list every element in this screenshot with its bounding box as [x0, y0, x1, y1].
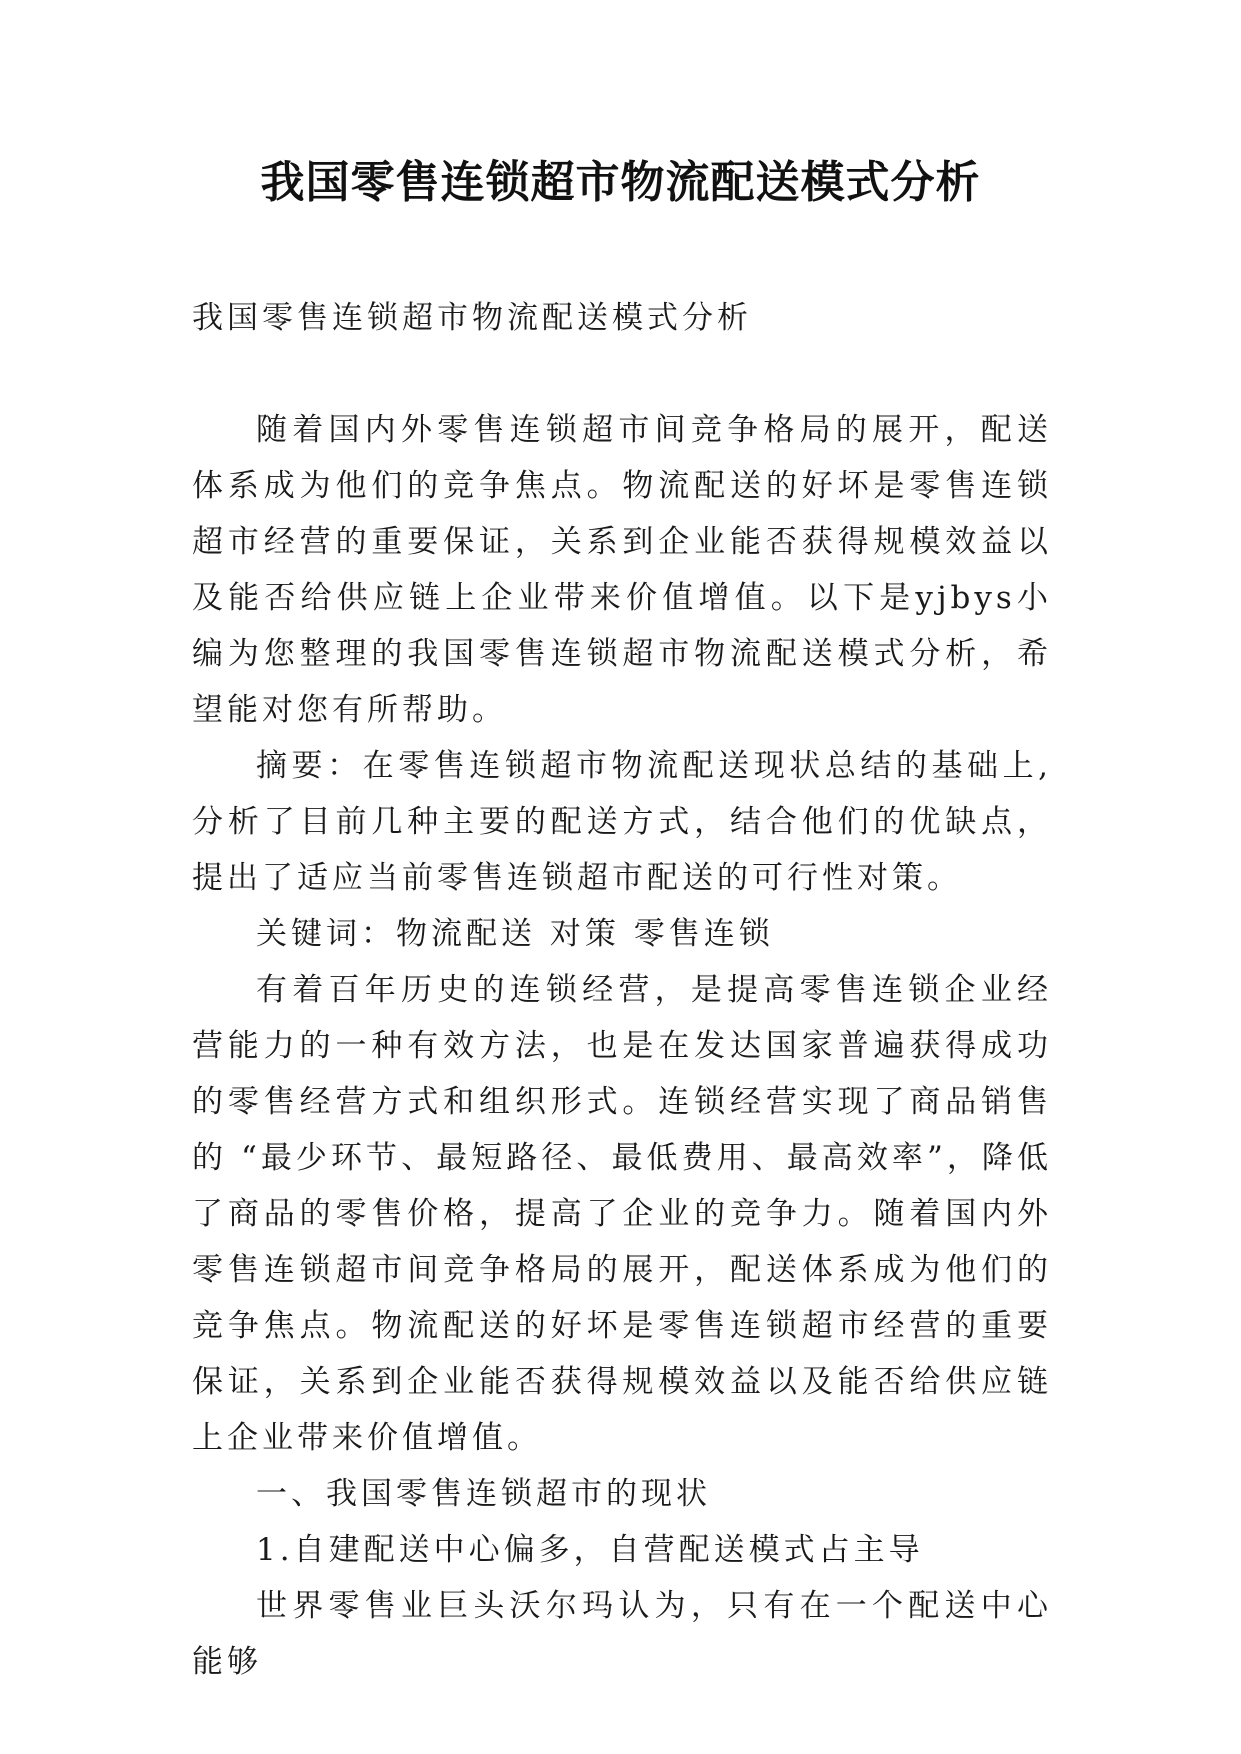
paragraph-keywords: 关键词：物流配送 对策 零售连锁 — [256, 916, 774, 952]
document-subtitle: 我国零售连锁超市物流配送模式分析 — [192, 300, 752, 336]
paragraph-background: 有着百年历史的连锁经营，是提高零售连锁企业经营能力的一种有效方法，也是在发达国家普遍获得成功的零售经营方式和组织形式。连锁经营实现了商品销售的 “最少环节、最短路径、最低费用、最高效率”，降低了商品的零售价格，提高了企业的竞争力。随着国内外零售连锁超市间竞争格局的展开，配送体系成为他们的竞争焦点。物流配送的好坏是零售连锁超市经营的重要保证，关系到企业能否获得规模效益以及能否给供应链上企业带来价值增值。 — [192, 972, 1052, 1456]
paragraph-abstract: 摘要：在零售连锁超市物流配送现状总结的基础上,分析了目前几种主要的配送方式，结合他们的优缺点，提出了适应当前零售连锁超市配送的可行性对策。 — [192, 748, 1052, 896]
document-body — [192, 290, 1052, 1690]
document-title: 我国零售连锁超市物流配送模式分析 — [260, 157, 981, 208]
subsection-heading-1-1: 1.自建配送中心偏多，自营配送模式占主导 — [256, 1532, 924, 1568]
paragraph-walmart: 世界零售业巨头沃尔玛认为，只有在一个配送中心能够 — [192, 1588, 1052, 1680]
paragraph-intro: 随着国内外零售连锁超市间竞争格局的展开，配送体系成为他们的竞争焦点。物流配送的好坏是零售连锁超市经营的重要保证，关系到企业能否获得规模效益以及能否给供应链上企业带来价值增值。以下是yjbys小编为您整理的我国零售连锁超市物流配送模式分析，希望能对您有所帮助。 — [192, 412, 1052, 728]
section-heading-1: 一、我国零售连锁超市的现状 — [256, 1476, 711, 1512]
